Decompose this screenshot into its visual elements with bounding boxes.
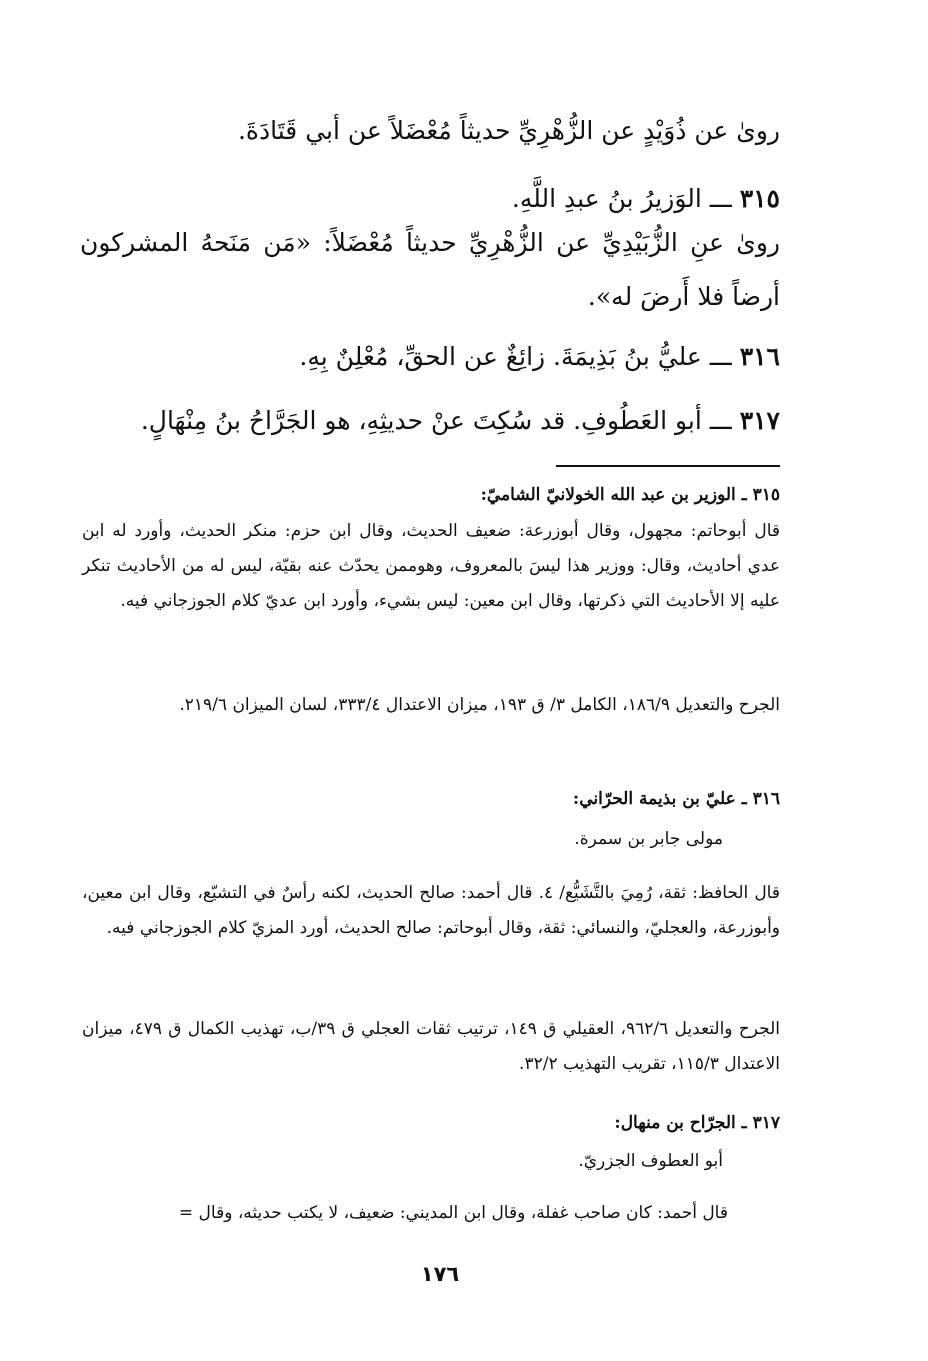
entry-315-title: الوَزيرُ بنُ عبدِ اللَّهِ. [511, 184, 702, 213]
footnote-316-sub: مولى جابر بن سمرة. [574, 829, 723, 849]
entry-316 [140, 330, 780, 384]
entry-315-number: ٣١٥ [739, 184, 780, 213]
footnote-316-heading: ٣١٦ ـ عليّ بن بذيمة الحرّاني: [572, 789, 780, 809]
entry-317-text: أبو العَطُوفِ. قد سُكِتَ عنْ حديثِهِ، هو الجَرَّاحُ بنُ مِنْهَالٍ. [140, 406, 702, 435]
footnote-315-para2: الجرح والتعديل ١٨٦/٩، الكامل ٣/ ق ١٩٣، ميزان الاعتدال ٣٣٣/٤، لسان الميزان ٢١٩/٦. [179, 695, 780, 715]
entry-315-text [80, 216, 780, 324]
intro-line-text: روىٰ عن ذُوَيْدٍ عن الزُّهْرِيِّ حديثاً مُعْضَلاً عن أبي قَتَادَةَ. [237, 116, 780, 145]
footnote-316-para1: قال الحافظ: ثقة، رُمِيَ بالتَّشَيُّع/ ٤. قال أحمد: صالح الحديث، لكنه رأسٌ في التشيّع، وقال ابن معين، وأبوزرعة، والعجليّ، والنسائي: ثقة، وقال أبوحاتم: صالح الحديث، أورد المزيّ كلام الجوزجاني فيه. [82, 883, 780, 938]
intro-line [140, 104, 780, 158]
entry-315-dash: ـــ [709, 184, 732, 213]
entry-317-number: ٣١٧ [739, 406, 780, 435]
entry-315-text-body: روىٰ عنِ الزُّبَيْدِيِّ عن الزُّهْرِيِّ حديثاً مُعْضَلاً: «مَن مَنَحهُ المشركون أرضاً فلا أَرضَ له». [80, 228, 780, 311]
page-number: ١٧٦ [420, 1262, 460, 1286]
entry-317-dash: ـــ [709, 406, 732, 435]
footnote-317-sub: أبو العطوف الجزريّ. [578, 1151, 723, 1171]
footnote-317-heading: ٣١٧ ـ الجرّاح بن منهال: [614, 1113, 780, 1133]
footnote-316-para2: الجرح والتعديل ٩٦٢/٦، العقيلي ق ١٤٩، ترتيب ثقات العجلي ق ٣٩/ب، تهذيب الكمال ق ٤٧٩، ميزان الاعتدال ١١٥/٣، تقريب التهذيب ٣٢/٢. [82, 1019, 781, 1074]
entry-317 [140, 394, 780, 448]
entry-316-number: ٣١٦ [739, 342, 780, 371]
footnote-315-heading: ٣١٥ ـ الوزير بن عبد الله الخولانيّ الشاميّ: [480, 485, 780, 505]
footnote-317-para1: قال أحمد: كان صاحب غفلة، وقال ابن المديني: ضعيف، لا يكتب حديثه، وقال = [178, 1203, 728, 1223]
entry-316-dash: ـــ [709, 342, 732, 371]
footnote-divider [556, 465, 780, 467]
entry-316-text: عليُّ بنُ بَذِيمَةَ. زائِغٌ عن الحقِّ، مُعْلِنٌ بِهِ. [299, 342, 702, 371]
footnote-315-para1: قال أبوحاتم: مجهول، وقال أبوزرعة: ضعيف الحديث، وقال ابن حزم: منكر الحديث، وأورد له ابن عدي أحاديث، وقال: ووزير هذا ليسَ بالمعروف، وهوممن يحدّث عنه بقيّة، ليس له من الأحاديث تنكر عليه إلا الأحاديث التي ذكرتها، وقال ابن معين: ليس بشيء، وأورد ابن عديّ كلام الجوزجاني فيه. [82, 521, 780, 611]
